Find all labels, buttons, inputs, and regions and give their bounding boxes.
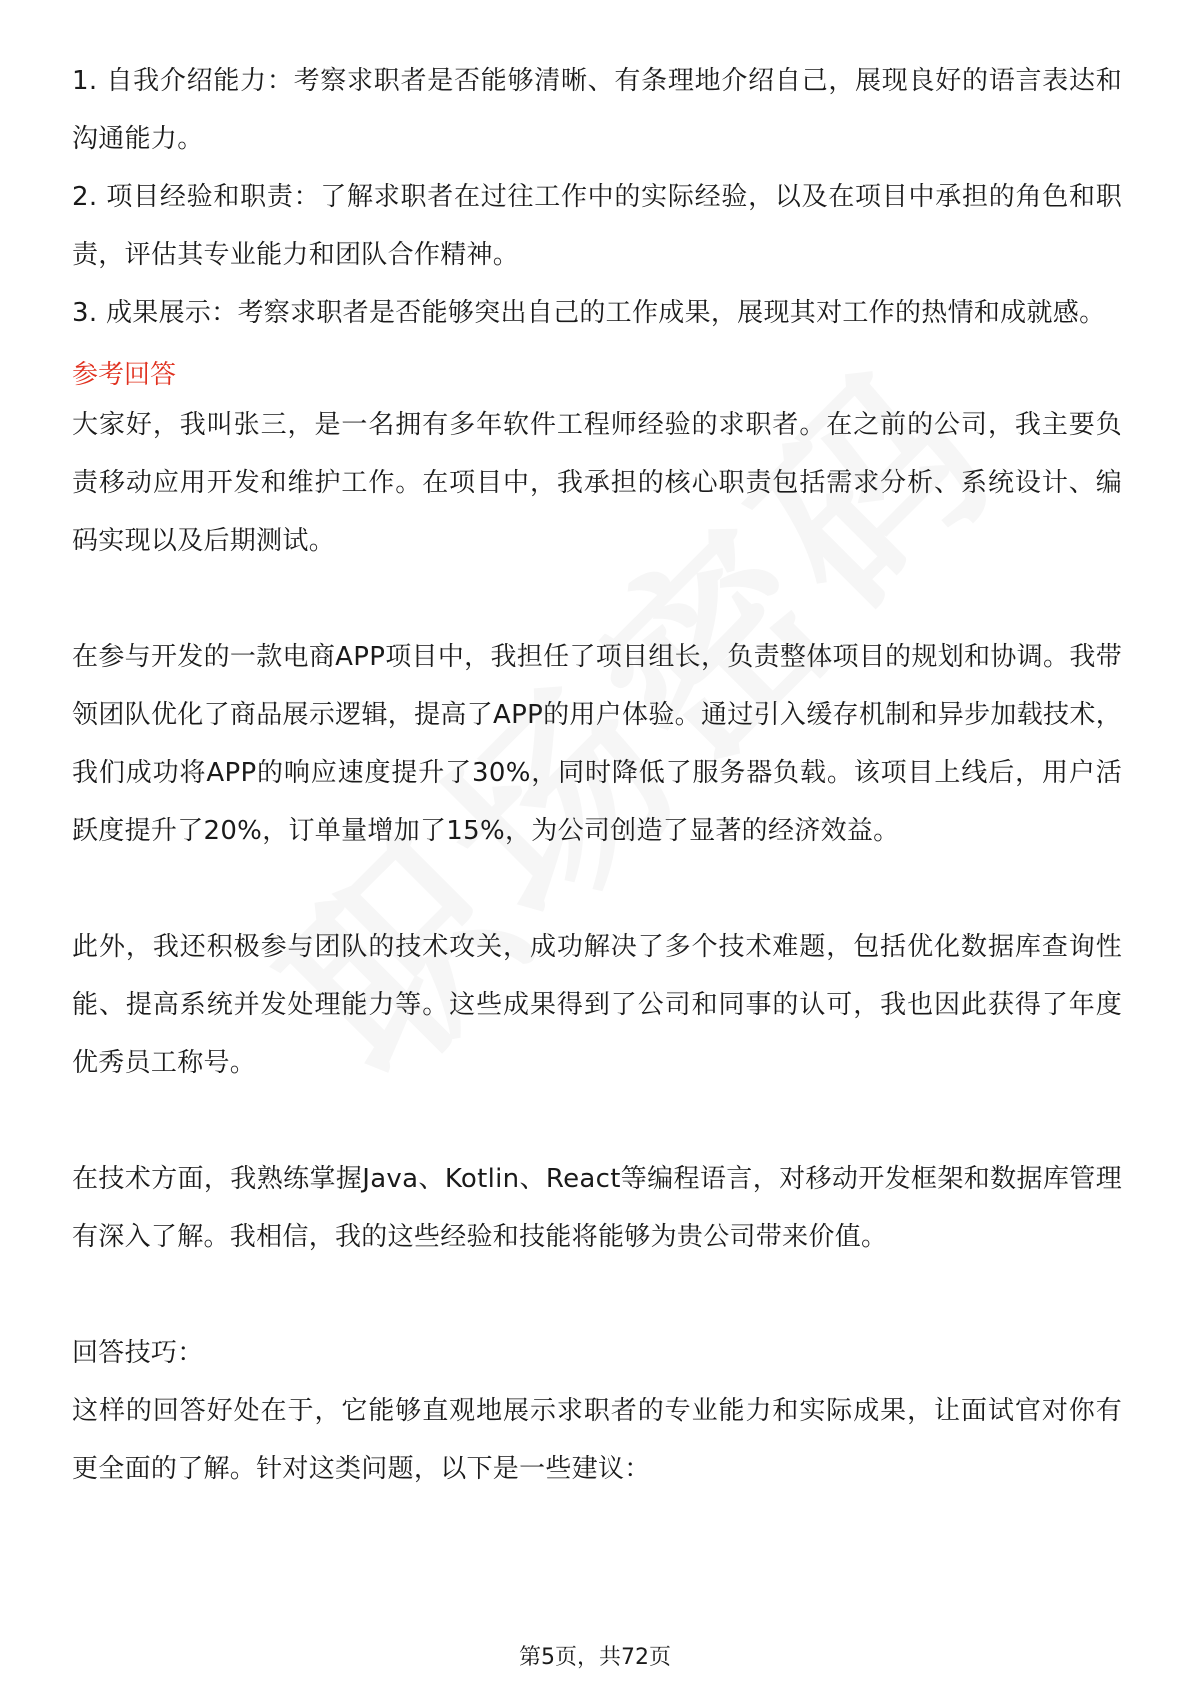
spacer <box>72 570 1122 628</box>
document-body <box>72 52 1122 1498</box>
intro-item-3: 3. 成果展示：考察求职者是否能够突出自己的工作成果，展现其对工作的热情和成就感。 <box>72 298 1106 328</box>
tips-paragraph: 这样的回答好处在于，它能够直观地展示求职者的专业能力和实际成果，让面试官对你有更全面的了解。针对这类问题，以下是一些建议： <box>72 1396 1122 1484</box>
intro-item-2: 2. 项目经验和职责：了解求职者在过往工作中的实际经验，以及在项目中承担的角色和职责，评估其专业能力和团队合作精神。 <box>72 182 1122 270</box>
page-footer: 第5页，共72页 <box>519 1645 671 1670</box>
answer-paragraph-1: 大家好，我叫张三，是一名拥有多年软件工程师经验的求职者。在之前的公司，我主要负责移动应用开发和维护工作。在项目中，我承担的核心职责包括需求分析、系统设计、编码实现以及后期测试。 <box>72 410 1122 556</box>
spacer <box>72 860 1122 918</box>
tips-label: 回答技巧： <box>72 1338 204 1368</box>
intro-item-1: 1. 自我介绍能力：考察求职者是否能够清晰、有条理地介绍自己，展现良好的语言表达和沟通能力。 <box>72 66 1122 154</box>
answer-paragraph-2: 在参与开发的一款电商APP项目中，我担任了项目组长，负责整体项目的规划和协调。我带领团队优化了商品展示逻辑，提高了APP的用户体验。通过引入缓存机制和异步加载技术，我们成功将APP的响应速度提升了30%，同时降低了服务器负载。该项目上线后，用户活跃度提升了20%，订单量增加了15%，为公司创造了显著的经济效益。 <box>72 642 1122 846</box>
answer-paragraph-3: 此外，我还积极参与团队的技术攻关，成功解决了多个技术难题，包括优化数据库查询性能、提高系统并发处理能力等。这些成果得到了公司和同事的认可，我也因此获得了年度优秀员工称号。 <box>72 932 1122 1078</box>
spacer <box>72 1092 1122 1150</box>
spacer <box>72 1266 1122 1324</box>
answer-heading: 参考回答 <box>72 360 177 390</box>
answer-paragraph-4: 在技术方面，我熟练掌握Java、Kotlin、React等编程语言，对移动开发框架和数据库管理有深入了解。我相信，我的这些经验和技能将能够为贵公司带来价值。 <box>72 1164 1122 1252</box>
